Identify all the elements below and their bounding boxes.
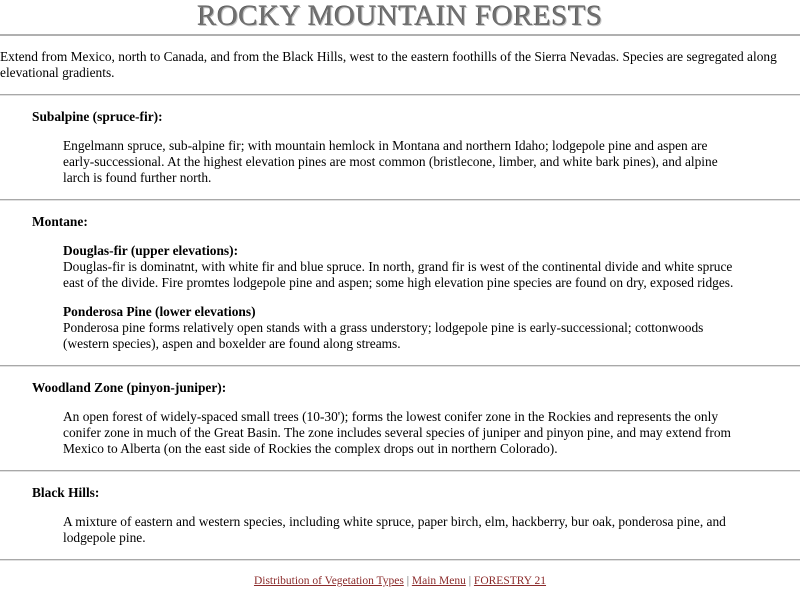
section-subalpine (0, 96, 800, 199)
section-heading: Black Hills: (32, 485, 100, 500)
section-body: An open forest of widely-spaced small trees (10-30'); forms the lowest conifer zone in the Rockies and represents the only conifer zone in much of the Great Basin. The zone includes several species of juniper and pinyon pine, and may extend from Mexico to Alberta (on the east side of Rockies the complex drops out in northern Colorado). (63, 409, 731, 456)
subsection-heading: Douglas-fir (upper elevations): (63, 243, 239, 258)
link-separator: | (406, 575, 409, 587)
footer-nav (0, 573, 800, 589)
section-heading: Woodland Zone (pinyon-juniper): (32, 380, 227, 395)
section-body: A mixture of eastern and western species, including white spruce, paper birch, elm, hackberry, bur oak, ponderosa pine, and lodgepole pine. (63, 514, 726, 545)
section-heading: Montane: (32, 214, 88, 229)
section-heading: Subalpine (spruce-fir): (32, 109, 163, 124)
subsection-body: Ponderosa pine forms relatively open stands with a grass understory; lodgepole pine is early-successional; cottonwoods (western species), aspen and boxelder are found along streams. (63, 320, 704, 351)
link-separator: | (468, 575, 472, 587)
section-body: Engelmann spruce, sub-alpine fir; with mountain hemlock in Montana and northern Idaho; lodgepole pine and aspen are early-successional. At the highest elevation pines are most common (bristlecone, limber, and white bark pines), and alpine larch is found further north. (63, 138, 718, 185)
title-banner (0, 0, 800, 36)
link-distribution-of-vegetation-types[interactable]: Distribution of Vegetation Types (253, 575, 404, 587)
page-title: ROCKY MOUNTAIN FORESTS (197, 0, 603, 32)
subsection-heading: Ponderosa Pine (lower elevations) (63, 304, 256, 319)
section-montane (0, 201, 800, 365)
section-woodland (0, 367, 800, 470)
divider (0, 559, 800, 561)
subsection-ponderosa-pine (63, 304, 800, 352)
subsection-body: Douglas-fir is dominatnt, with white fir and blue spruce. In north, grand fir is west of the continental divide and white spruce east of the divide. Fire promtes lodgepole pine and aspen; some high elevation pine species are found on dry, exposed ridges. (63, 259, 734, 290)
subsection-douglas-fir (63, 243, 800, 291)
section-black-hills (0, 472, 800, 559)
link-main-menu[interactable]: Main Menu (411, 575, 466, 587)
intro-paragraph: Extend from Mexico, north to Canada, and from the Black Hills, west to the eastern foothills of the Sierra Nevadas. Species are segregated along elevational gradients. (0, 49, 777, 80)
link-forestry-21[interactable]: FORESTRY 21 (473, 575, 547, 587)
